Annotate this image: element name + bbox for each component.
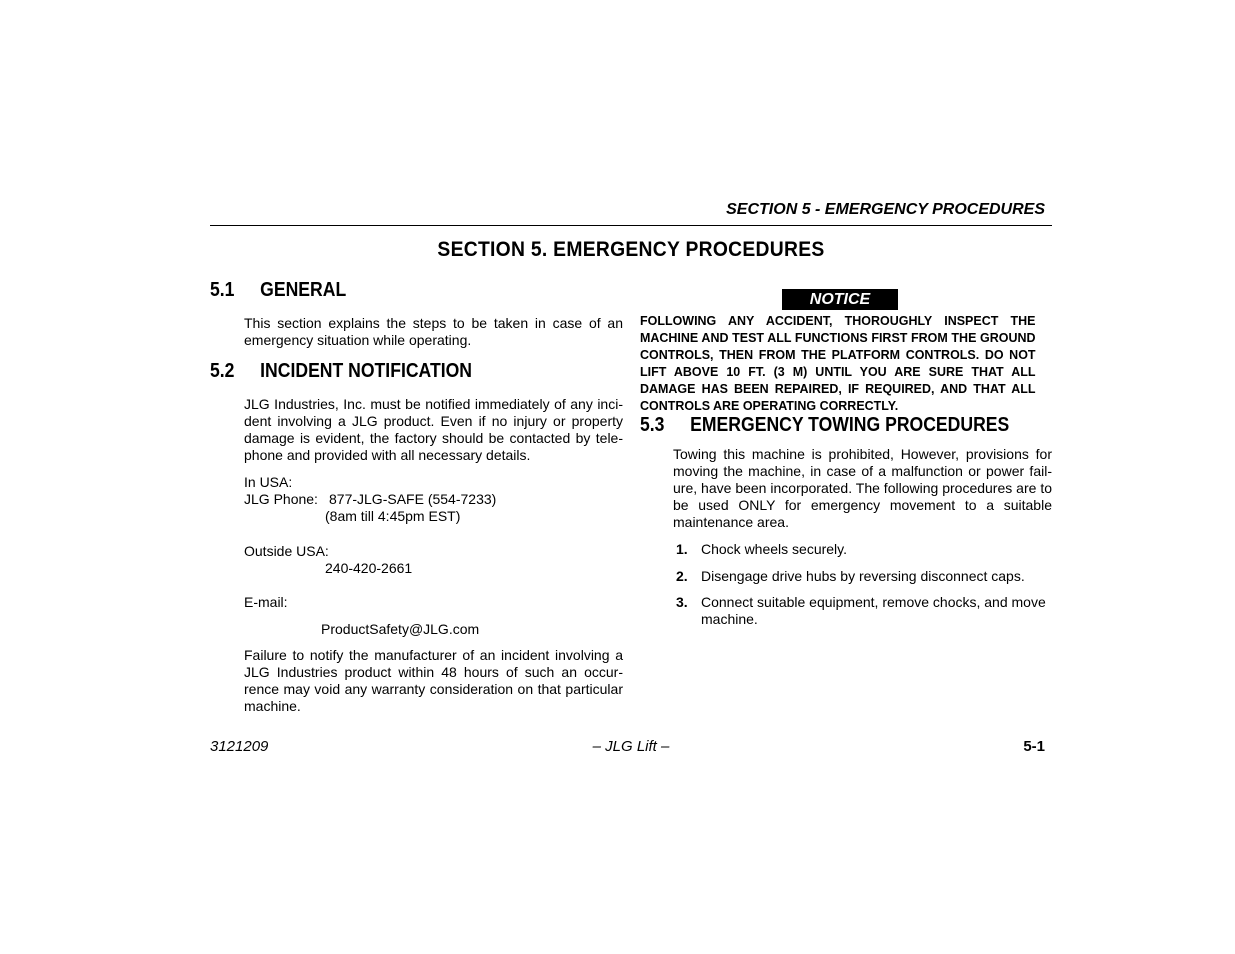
heading-text: INCIDENT NOTIFICATION bbox=[260, 360, 473, 382]
header-rule bbox=[210, 225, 1052, 226]
in-usa-label: In USA: bbox=[244, 474, 293, 490]
heading-5-1 bbox=[210, 279, 346, 302]
heading-5-2 bbox=[210, 360, 472, 383]
heading-number: 5.2 bbox=[210, 360, 235, 382]
email-label: E-mail: bbox=[244, 594, 288, 610]
step-number: 1. bbox=[676, 541, 688, 557]
phone-label: JLG Phone: bbox=[244, 491, 318, 507]
step-text: Disengage drive hubs by reversing disconnect caps. bbox=[701, 568, 1025, 584]
running-header: SECTION 5 - EMERGENCY PROCEDURES bbox=[726, 201, 1045, 218]
towing-paragraph: Towing this machine is prohibited, However, provisions for moving the machine, in case of a malfunction or power fail-ure, have been incorporated. The following procedures are to be used ONLY for emergency movement to a suitable maintenance area. bbox=[673, 446, 1052, 531]
heading-text: GENERAL bbox=[260, 279, 347, 301]
section-title: SECTION 5. EMERGENCY PROCEDURES bbox=[437, 238, 825, 261]
step-number: 3. bbox=[676, 594, 688, 610]
heading-number: 5.3 bbox=[640, 414, 665, 436]
heading-number: 5.1 bbox=[210, 279, 235, 301]
step-item bbox=[676, 541, 1052, 558]
footer-doc-number: 3121209 bbox=[210, 738, 269, 755]
heading-text: EMERGENCY TOWING PROCEDURES bbox=[690, 414, 1010, 436]
heading-5-3 bbox=[640, 414, 1009, 437]
general-paragraph: This section explains the steps to be taken in case of an emergency situation while operating. bbox=[244, 315, 623, 349]
incident-paragraph: JLG Industries, Inc. must be notified immediately of any inci-dent involving a JLG product. Even if no injury or property damage is evident, the factory should be contacted by tele-phone and provided with all necessary details. bbox=[244, 396, 623, 464]
step-item bbox=[676, 594, 1052, 628]
step-number: 2. bbox=[676, 568, 688, 584]
step-text: Connect suitable equipment, remove chocks, and move machine. bbox=[701, 594, 1046, 627]
phone-hours: (8am till 4:45pm EST) bbox=[325, 508, 461, 524]
footer-page-number: 5-1 bbox=[1023, 738, 1045, 755]
failure-paragraph: Failure to notify the manufacturer of an incident involving a JLG Industries product within 48 hours of such an occur-rence may void any warranty consideration on that particular machine. bbox=[244, 647, 623, 715]
step-text: Chock wheels securely. bbox=[701, 541, 848, 557]
email-address: ProductSafety@JLG.com bbox=[321, 621, 480, 637]
step-item bbox=[676, 568, 1052, 585]
outside-usa-label: Outside USA: bbox=[244, 543, 329, 559]
notice-label: NOTICE bbox=[782, 289, 898, 310]
notice-text: FOLLOWING ANY ACCIDENT, THOROUGHLY INSPECT THE MACHINE AND TEST ALL FUNCTIONS FIRST FROM THE GROUND CONTROLS, THEN FROM THE PLATFORM CONTROLS. DO NOT LIFT ABOVE 10 FT. (3 M) UNTIL YOU ARE SURE THAT ALL DAMAGE HAS BEEN REPAIRED, IF REQUIRED, AND THAT ALL CONTROLS ARE OPERATING CORRECTLY. bbox=[640, 313, 1036, 414]
outside-usa-phone: 240-420-2661 bbox=[325, 560, 413, 576]
footer-center: – JLG Lift – bbox=[592, 738, 670, 755]
phone-value: 877-JLG-SAFE (554-7233) bbox=[329, 491, 497, 507]
